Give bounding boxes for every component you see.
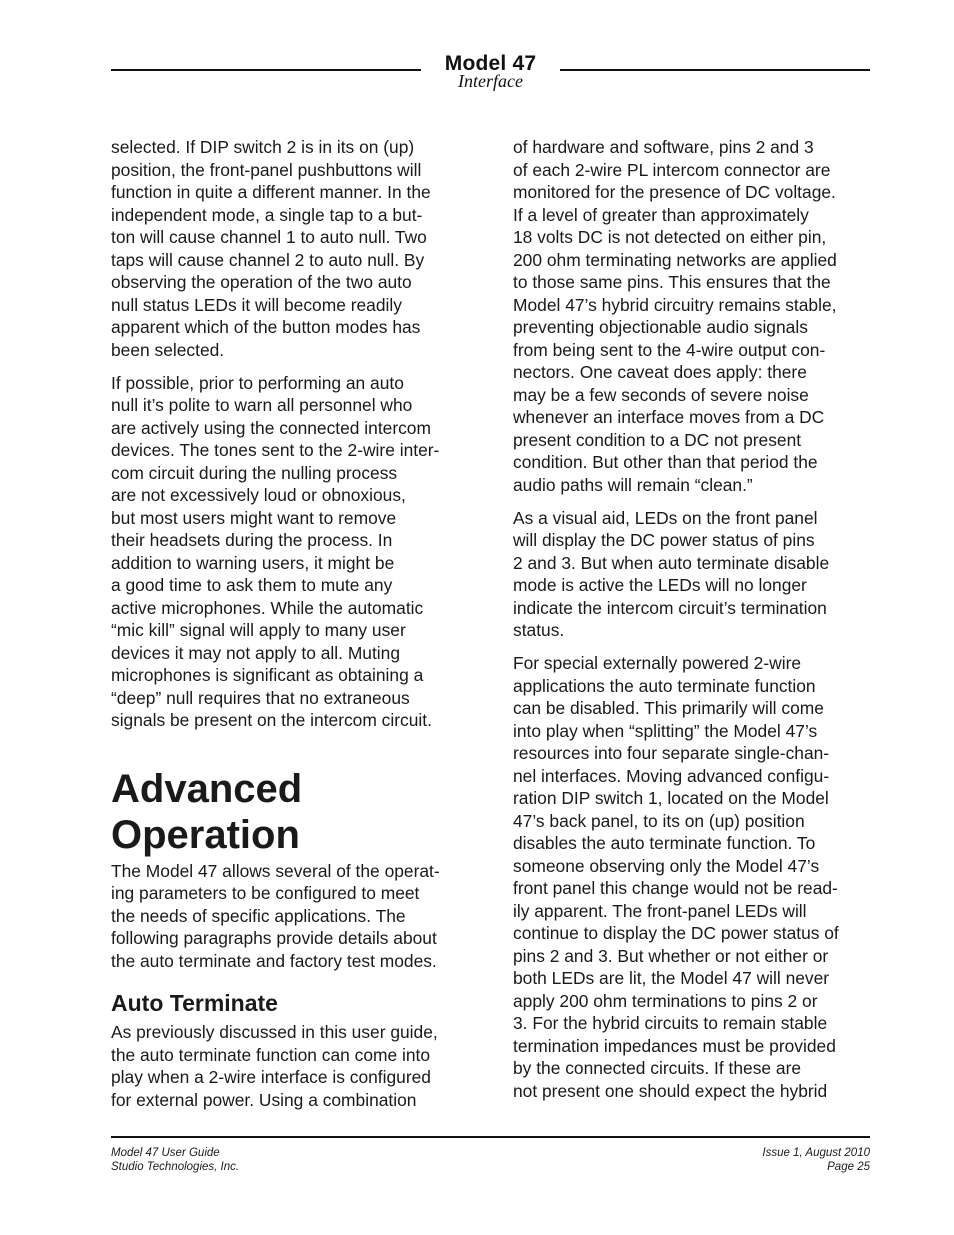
- text-line: front panel this change would not be read-: [513, 878, 838, 898]
- text-line: signals be present on the intercom circuit.: [111, 710, 432, 730]
- text-line: audio paths will remain “clean.”: [513, 474, 753, 495]
- text-line: the auto terminate function can come into: [111, 1044, 431, 1065]
- text-line: com circuit during the nulling process: [111, 462, 398, 483]
- text-line: to those same pins. This ensures that the: [513, 272, 831, 292]
- header-rule-left: [111, 69, 421, 71]
- text-line: observing the operation of the two auto: [111, 272, 412, 292]
- text-line: their headsets during the process. In: [111, 530, 393, 550]
- text-line: present condition to a DC not present: [513, 429, 802, 450]
- footer-guide-title: Model 47 User Guide: [111, 1147, 220, 1159]
- text-line: microphones is significant as obtaining a: [111, 665, 424, 685]
- text-line: 47’s back panel, to its on (up) position: [513, 810, 805, 831]
- text-line: selected. If DIP switch 2 is in its on (up): [111, 137, 415, 157]
- text-line: a good time to ask them to mute any: [111, 575, 393, 595]
- text-line: 2 and 3. But when auto terminate disable: [513, 552, 830, 573]
- section-heading: [111, 766, 473, 858]
- section-intro-paragraph: [111, 860, 473, 973]
- text-line: for external power. Using a combination: [111, 1089, 417, 1110]
- logo-subtitle: Interface: [458, 71, 523, 91]
- text-line: apparent which of the button modes has: [111, 317, 421, 337]
- text-line: As previously discussed in this user guide,: [111, 1022, 438, 1042]
- text-line: taps will cause channel 2 to auto null. By: [111, 249, 425, 270]
- header-rule-right: [560, 69, 870, 71]
- text-line: position, the front-panel pushbuttons will: [111, 159, 422, 180]
- text-line: applications the auto terminate function: [513, 675, 816, 696]
- footer-page-number: Page 25: [827, 1161, 870, 1173]
- text-line: For special externally powered 2-wire: [513, 653, 802, 673]
- text-line: whenever an interface moves from a DC: [513, 407, 825, 427]
- body-paragraph: [111, 372, 473, 732]
- text-line: ration DIP switch 1, located on the Model: [513, 788, 829, 808]
- text-line: disables the auto terminate function. To: [513, 833, 816, 853]
- text-line: monitored for the presence of DC voltage.: [513, 182, 836, 202]
- text-line: are not excessively loud or obnoxious,: [111, 485, 406, 505]
- text-line: will display the DC power status of pins: [513, 530, 815, 550]
- text-line: status.: [513, 620, 565, 640]
- body-paragraph: [513, 652, 875, 1102]
- footer-company: Studio Technologies, Inc.: [111, 1161, 240, 1173]
- logo-title: Model 47: [444, 52, 537, 75]
- left-column: [111, 136, 473, 1122]
- text-line: of hardware and software, pins 2 and 3: [513, 137, 814, 157]
- section-heading-line: Operation: [111, 812, 300, 857]
- text-line: but most users might want to remove: [111, 507, 397, 528]
- text-line: ing parameters to be configured to meet: [111, 883, 420, 903]
- footer-right: [762, 1146, 870, 1174]
- text-line: 200 ohm terminating networks are applied: [513, 249, 837, 270]
- text-line: apply 200 ohm terminations to pins 2 or: [513, 990, 818, 1011]
- text-line: continue to display the DC power status of: [513, 923, 839, 943]
- footer-rule: [111, 1136, 870, 1138]
- footer-left: [111, 1146, 239, 1174]
- text-line: of each 2-wire PL intercom connector are: [513, 159, 831, 180]
- model-47-logo: [423, 52, 558, 89]
- text-line: are actively using the connected intercom: [111, 417, 431, 438]
- text-line: nel interfaces. Moving advanced configu-: [513, 765, 830, 786]
- text-line: into play when “splitting” the Model 47’s: [513, 720, 818, 741]
- text-line: active microphones. While the automatic: [111, 597, 424, 618]
- text-line: If a level of greater than approximately: [513, 204, 809, 225]
- text-line: “mic kill” signal will apply to many user: [111, 620, 406, 640]
- text-line: indicate the intercom circuit’s termination: [513, 597, 827, 618]
- text-line: both LEDs are lit, the Model 47 will never: [513, 968, 830, 988]
- text-line: 18 volts DC is not detected on either pin,: [513, 227, 827, 247]
- body-paragraph: [513, 136, 875, 496]
- text-line: termination impedances must be provided: [513, 1035, 836, 1056]
- text-line: nectors. One caveat does apply: there: [513, 362, 807, 382]
- right-column: [513, 136, 875, 1113]
- text-line: If possible, prior to performing an auto: [111, 372, 404, 393]
- text-line: null status LEDs it will become readily: [111, 294, 402, 315]
- text-line: “deep” null requires that no extraneous: [111, 687, 410, 708]
- body-paragraph: [111, 136, 473, 361]
- text-line: addition to warning users, it might be: [111, 552, 395, 573]
- text-line: ily apparent. The front-panel LEDs will: [513, 900, 807, 921]
- text-line: following paragraphs provide details about: [111, 928, 437, 948]
- text-line: Model 47’s hybrid circuitry remains stable,: [513, 294, 837, 315]
- footer-issue: Issue 1, August 2010: [762, 1147, 870, 1159]
- text-line: the needs of specific applications. The: [111, 905, 406, 926]
- text-line: from being sent to the 4-wire output con-: [513, 339, 826, 360]
- text-line: by the connected circuits. If these are: [513, 1058, 802, 1078]
- text-line: condition. But other than that period the: [513, 452, 818, 472]
- section-heading-line: Advanced: [111, 766, 303, 811]
- text-line: null it’s polite to warn all personnel who: [111, 395, 413, 415]
- text-line: function in quite a different manner. In the: [111, 182, 431, 202]
- text-line: may be a few seconds of severe noise: [513, 384, 809, 405]
- text-line: As a visual aid, LEDs on the front panel: [513, 507, 818, 528]
- text-line: the auto terminate and factory test modes.: [111, 950, 437, 971]
- text-line: devices. The tones sent to the 2-wire inter-: [111, 440, 440, 460]
- text-line: resources into four separate single-chan-: [513, 743, 830, 763]
- text-line: ton will cause channel 1 to auto null. Two: [111, 227, 427, 247]
- body-paragraph: [513, 507, 875, 642]
- subsection-heading: Auto Terminate: [111, 990, 278, 1016]
- text-line: 3. For the hybrid circuits to remain stable: [513, 1013, 828, 1033]
- text-line: someone observing only the Model 47’s: [513, 855, 820, 876]
- text-line: been selected.: [111, 339, 225, 360]
- text-line: not present one should expect the hybrid: [513, 1080, 828, 1101]
- subsection-paragraph: [111, 1021, 473, 1111]
- text-line: pins 2 and 3. But whether or not either or: [513, 945, 829, 966]
- text-line: The Model 47 allows several of the operat-: [111, 860, 440, 881]
- text-line: mode is active the LEDs will no longer: [513, 575, 807, 595]
- text-line: play when a 2-wire interface is configured: [111, 1067, 431, 1087]
- text-line: independent mode, a single tap to a but-: [111, 204, 423, 225]
- text-line: can be disabled. This primarily will come: [513, 698, 824, 718]
- text-line: devices it may not apply to all. Muting: [111, 642, 401, 663]
- text-line: preventing objectionable audio signals: [513, 317, 808, 337]
